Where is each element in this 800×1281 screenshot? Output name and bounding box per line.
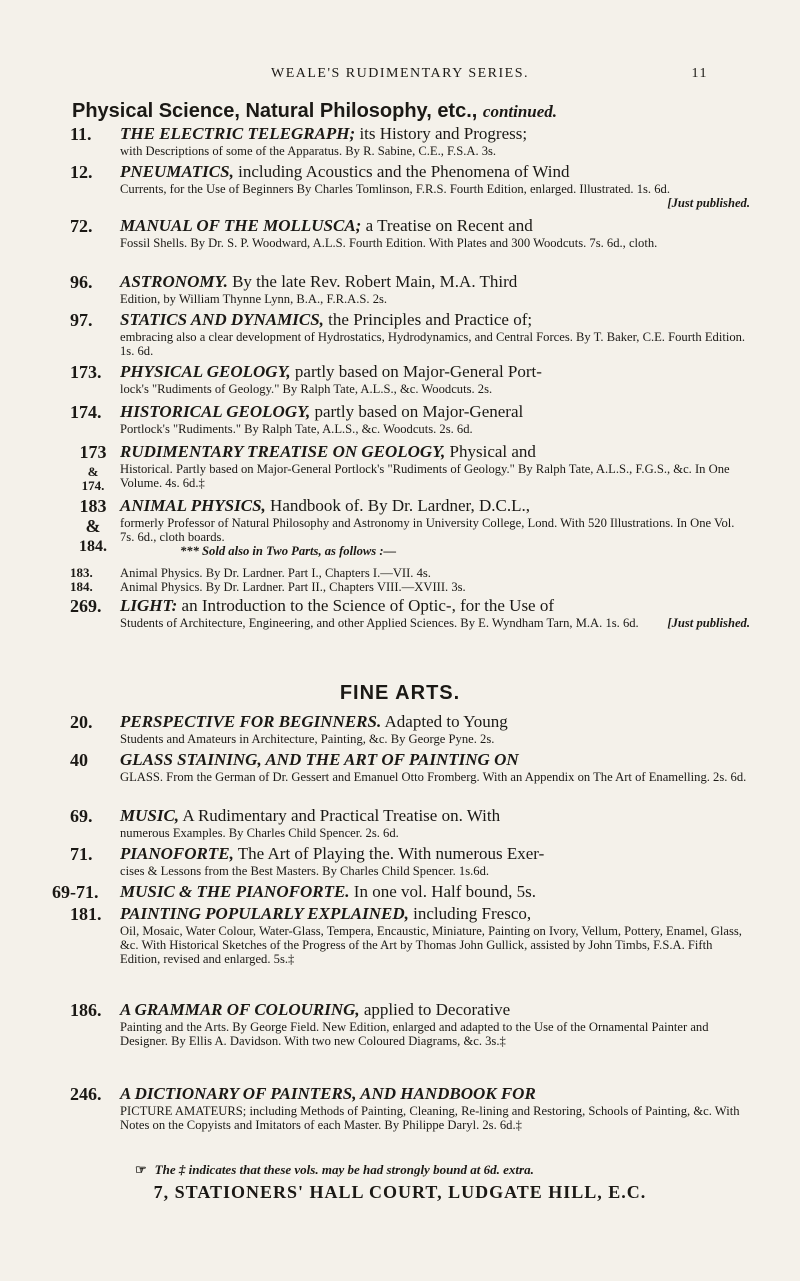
entry-title: PERSPECTIVE FOR BEGINNERS. [120,712,382,731]
catalogue-entry [70,750,750,784]
entry-number: 181. [70,904,102,924]
section-heading-fine-arts: FINE ARTS. [339,682,461,704]
entry-number: 186. [70,1000,102,1020]
entry-number: 173 [79,442,107,462]
entry-description: Edition, by William Thynne Lynn, B.A., F.R.A.S. 2s. [120,292,388,306]
entry-number-ampersand: & [85,516,101,536]
entry-title-rest: A Rudimentary and Practical Treatise on. With [179,806,501,825]
entry-title-rest: the Principles and Practice of; [323,310,533,329]
sold-separately-note: *** Sold also in Two Parts, as follows :— [180,544,397,558]
catalogue-entry [70,124,750,158]
entry-title: PAINTING POPULARLY EXPLAINED, [120,904,409,923]
continued-label: continued. [482,102,558,121]
catalogue-entry [70,402,750,436]
entry-title-rest: an Introduction to the Science of Optic-, for the Use of [177,596,555,615]
entry-title: PHYSICAL GEOLOGY, [120,362,291,381]
entry-number: 174. [81,478,105,493]
entry-description: Students and Amateurs in Architecture, Painting, &c. By George Pyne. 2s. [120,732,495,746]
catalogue-entry [70,310,750,358]
entry-title-rest: Physical and [445,442,536,461]
entry-description: Painting and the Arts. By George Field. New Edition, enlarged and adapted to the Use of the Ornamental Painter and Designer. By Ellis A. Davidson. With two new Coloured Diagrams, &c. 3s.‡ [120,1020,709,1048]
entry-title: GLASS STAINING, AND THE ART OF PAINTING ON [120,750,519,769]
section-heading-physical-science: Physical Science, Natural Philosophy, etc., continued. [72,100,558,122]
just-published-note: [Just published. [667,616,750,630]
catalogue-entry [70,162,750,210]
entry-description: Currents, for the Use of Beginners By Charles Tomlinson, F.R.S. Fourth Edition, enlarged. Illustrated. 1s. 6d. [120,182,670,196]
catalogue-entry [70,216,750,250]
entry-title: A DICTIONARY OF PAINTERS, AND HANDBOOK FOR [120,1084,536,1103]
catalogue-subentry [70,580,750,594]
entry-number: 96. [70,272,93,292]
running-head-title: WEALE'S RUDIMENTARY SERIES. [271,66,529,81]
entry-title-rest: including Fresco, [408,904,532,923]
entry-title: RUDIMENTARY TREATISE ON GEOLOGY, [120,442,446,461]
entry-title-rest: a Treatise on Recent and [361,216,533,235]
entry-description: Fossil Shells. By Dr. S. P. Woodward, A.L.S. Fourth Edition. With Plates and 300 Woodcuts. 7s. 6d., cloth. [120,236,658,250]
entry-title-rest: partly based on Major-General [310,402,524,421]
entry-number: 11. [70,124,92,144]
publisher-address: 7, STATIONERS' HALL COURT, LUDGATE HILL, E.C. [153,1182,647,1202]
entry-number: 174. [70,402,102,422]
entry-title: MUSIC, [120,806,180,825]
entry-description: Historical. Partly based on Major-General Portlock's "Rudiments of Geology." By Ralph Tate, A.L.S., F.G.S., &c. In One Volume. 4s. 6d.‡ [120,462,730,490]
entry-title: MUSIC & THE PIANOFORTE. [120,882,350,901]
entry-description: GLASS. From the German of Dr. Gessert and Emanuel Otto Fromberg. With an Appendix on The Art of Enamelling. 2s. 6d. [120,770,747,784]
entry-number: 12. [70,162,93,182]
entry-description: Animal Physics. By Dr. Lardner. Part II., Chapters VIII.—XVIII. 3s. [120,580,466,594]
entry-description: Animal Physics. By Dr. Lardner. Part I., Chapters I.—VII. 4s. [120,566,431,580]
entry-title-rest: By the late Rev. Robert Main, M.A. Third [227,272,518,291]
page-number: 11 [691,66,708,81]
catalogue-entry [70,806,750,840]
just-published-note: [Just published. [667,196,750,210]
entry-description: formerly Professor of Natural Philosophy and Astronomy in University College, Lond. With 520 Illustrations. In One Vol. 7s. 6d., cloth boards. [120,516,735,544]
entry-description: with Descriptions of some of the Apparatus. By R. Sabine, C.E., F.S.A. 3s. [120,144,497,158]
footnote [135,1162,534,1178]
catalogue-entry [70,596,750,630]
entry-description: Oil, Mosaic, Water Colour, Water-Glass, Tempera, Encaustic, Miniature, Painting on Ivory, Vellum, Pottery, Enamel, Glass, &c. With Historical Sketches of the Progress of the Art by Thomas John Gullick, assisted by John Timbs, F.S.A. Fifth Edition, revised and enlarged. 5s.‡ [120,924,742,966]
catalogue-entry [70,712,750,746]
catalogue-entry [70,904,750,966]
entry-description: embracing also a clear development of Hydrostatics, Hydrodynamics, and Central Forces. By T. Baker, C.E. Fourth Edition. 1s. 6d. [120,330,746,358]
entry-number: 269. [70,596,102,616]
entry-description: cises & Lessons from the Best Masters. By Charles Child Spencer. 1s.6d. [120,864,490,878]
catalogue-entry-combined [70,442,750,493]
catalogue-entry-combined [70,496,750,558]
entry-number: 40 [70,750,88,770]
entry-title: PNEUMATICS, [120,162,234,181]
entry-title: STATICS AND DYNAMICS, [120,310,324,329]
entry-number: 184. [79,538,107,555]
entry-number: 184. [70,579,93,594]
entry-title: THE ELECTRIC TELEGRAPH; [120,124,356,143]
catalogue-entry [70,1000,750,1048]
entry-title-rest: The Art of Playing the. With numerous Exer- [233,844,545,863]
entry-title-rest: Adapted to Young [381,712,508,731]
entry-title-rest: partly based on Major-General Port- [290,362,542,381]
catalogue-entry [52,882,750,902]
pointing-hand-icon: ☞ [135,1162,147,1177]
entry-title: ANIMAL PHYSICS, [120,496,266,515]
entry-description: Portlock's "Rudiments." By Ralph Tate, A.L.S., &c. Woodcuts. 2s. 6d. [120,422,473,436]
entry-description: Students of Architecture, Engineering, and other Applied Sciences. By E. Wyndham Tarn, M.A. 1s. 6d. [120,616,639,630]
entry-title: LIGHT: [120,596,178,615]
entry-number: 72. [70,216,93,236]
entry-description: lock's "Rudiments of Geology." By Ralph Tate, A.L.S., &c. Woodcuts. 2s. [120,382,493,396]
entry-description: numerous Examples. By Charles Child Spencer. 2s. 6d. [120,826,399,840]
entry-number: 173. [70,362,102,382]
entry-number: 246. [70,1084,102,1104]
entry-number: 69-71. [52,882,99,902]
entry-number: 71. [70,844,93,864]
entry-title: HISTORICAL GEOLOGY, [120,402,311,421]
footnote-text: The ‡ indicates that these vols. may be had strongly bound at 6d. extra. [154,1162,534,1177]
entry-number-ampersand: & [87,464,99,479]
entry-number: 69. [70,806,93,826]
entry-title: MANUAL OF THE MOLLUSCA; [120,216,362,235]
entry-title-rest: its History and Progress; [355,124,528,143]
catalogue-entry [70,844,750,878]
catalogue-entry [70,272,750,306]
entry-number: 20. [70,712,93,732]
catalogue-entry [70,1084,750,1132]
running-head [0,66,800,82]
entry-title: PIANOFORTE, [120,844,234,863]
entry-title-rest: including Acoustics and the Phenomena of Wind [233,162,570,181]
catalogue-entry [70,362,750,396]
entry-title: A GRAMMAR OF COLOURING, [120,1000,360,1019]
entry-number: 97. [70,310,93,330]
entry-title-rest: In one vol. Half bound, 5s. [349,882,537,901]
entry-description: PICTURE AMATEURS; including Methods of Painting, Cleaning, Re-lining and Restoring, Schools of Painting, &c. With Notes on the Copyists and Imitators of each Master. By Philippe Daryl. 2s. 6d.‡ [120,1104,740,1132]
entry-title: ASTRONOMY. [120,272,228,291]
catalogue-subentry [70,566,750,580]
entry-number: 183. [70,565,93,580]
entry-title-rest: applied to Decorative [359,1000,511,1019]
entry-title-rest: Handbook of. By Dr. Lardner, D.C.L., [265,496,530,515]
entry-number: 183 [79,496,107,516]
